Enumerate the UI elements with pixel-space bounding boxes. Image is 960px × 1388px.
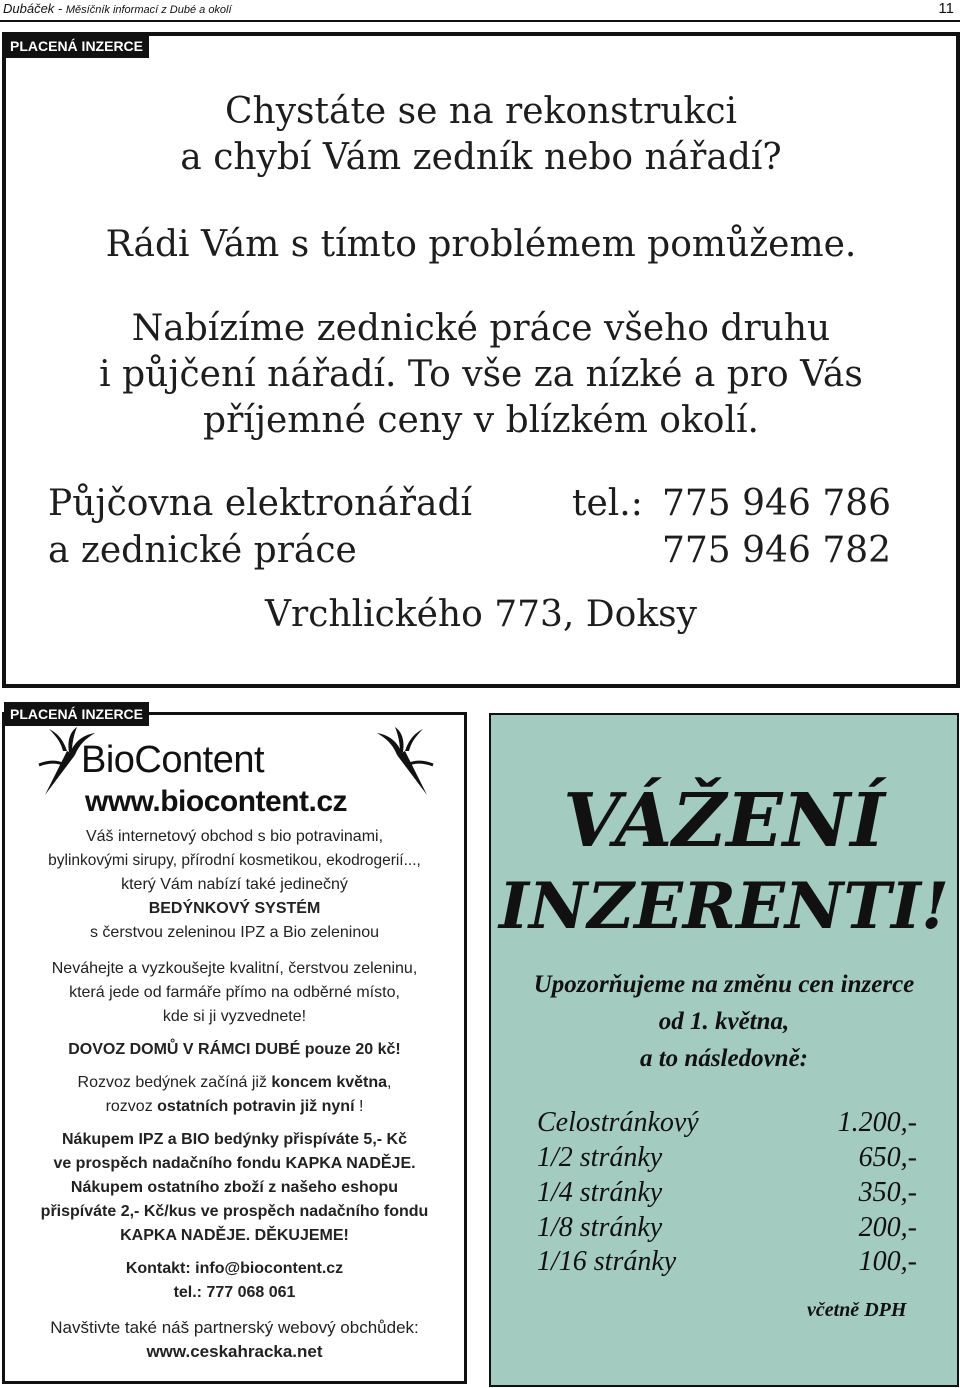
bio-line-1: Váš internetový obchod s bio potravinami, — [85, 828, 384, 845]
ad1-body-2: i půjčení nářadí. To vše za nízké a pro Vás — [99, 354, 863, 395]
price-row — [537, 1212, 917, 1246]
bio-delivery: DOVOZ DOMŮ V RÁMCI DUBÉ pouze 20 kč! — [68, 1041, 401, 1058]
bio-line-3: který Vám nabízí také jedinečný — [121, 876, 348, 893]
advertisers-notice — [489, 713, 959, 1387]
bio-line-5: s čerstvou zeleninou IPZ a Bio zeleninou — [89, 924, 380, 941]
phone-2: 775 946 782 — [662, 530, 892, 571]
bio-line-2: bylinkovými sirupy, přírodní kosmetikou, ekodrogerií..., — [48, 852, 421, 869]
notice-text-3: a to následovně: — [639, 1045, 809, 1072]
header-rule — [0, 20, 960, 22]
bio-partner-text: Navštivte také náš partnerský webový obchůdek: — [50, 1318, 419, 1337]
tel-label: tel.: — [572, 483, 643, 524]
notice-text-2: od 1. května, — [658, 1008, 790, 1035]
price-value: 650,- — [858, 1142, 917, 1173]
bio-contact-email: Kontakt: info@biocontent.cz — [125, 1260, 344, 1277]
price-value: 350,- — [858, 1177, 917, 1208]
brand-content: Content — [134, 739, 265, 781]
paid-ad-tag: PLACENÁ INZERCE — [4, 34, 149, 58]
bio-line-7: která jede od farmáře přímo na odběrné místo, — [69, 984, 400, 1001]
page-number: 11 — [938, 0, 954, 17]
notice-text-1: Upozorňujeme na změnu cen inzerce — [533, 971, 915, 998]
ad1-headline-2: a chybí Vám zedník nebo nářadí? — [180, 137, 782, 178]
brand-name — [81, 739, 264, 782]
price-label: 1/8 stránky — [537, 1212, 663, 1243]
ad1-body-1: Nabízíme zednické práce všeho druhu — [131, 308, 831, 349]
price-row — [537, 1177, 917, 1211]
price-row — [537, 1107, 917, 1141]
phone-1: 775 946 786 — [662, 483, 892, 524]
price-value: 100,- — [858, 1246, 917, 1277]
price-value: 1.200,- — [837, 1107, 917, 1138]
ad1-address: Vrchlického 773, Doksy — [265, 594, 697, 635]
bio-line-10 — [5, 1098, 464, 1116]
bio-charity-4: přispíváte 2,- Kč/kus ve prospěch nadačního fondu — [40, 1203, 429, 1220]
brand-url[interactable]: www.biocontent.cz — [85, 785, 348, 818]
price-value: 200,- — [858, 1212, 917, 1243]
price-label: 1/4 stránky — [537, 1177, 663, 1208]
bio-line-9a: Rozvoz bedýnek začíná již — [77, 1074, 272, 1091]
biocontent-ad — [2, 706, 467, 1384]
carrot-right-icon — [367, 725, 437, 805]
bio-partner-url[interactable]: www.ceskahracka.net — [146, 1342, 323, 1361]
ad1-body-3: příjemné ceny v blízkém okolí. — [203, 400, 759, 441]
publication-subtitle: Měsíčník informací z Dubé a okolí — [65, 4, 232, 16]
price-label: Celostránkový — [537, 1107, 699, 1138]
brand-bio: Bio — [81, 739, 135, 781]
ad1-headline-1: Chystáte se na rekonstrukci — [224, 91, 737, 132]
bio-line-8: kde si ji vyzvednete! — [162, 1008, 307, 1025]
bio-line-9 — [5, 1074, 464, 1092]
bio-line-4: BEDÝNKOVÝ SYSTÉM — [148, 900, 321, 917]
publication-title — [3, 1, 232, 16]
bio-contact-phone: tel.: 777 068 061 — [173, 1284, 296, 1301]
bio-charity-3: Nákupem ostatního zboží z našeho eshopu — [70, 1179, 399, 1196]
company-name-2: a zednické práce — [48, 530, 357, 571]
title-separator: - — [54, 1, 66, 16]
ad1-headline-3: Rádi Vám s tímto problémem pomůžeme. — [105, 224, 857, 265]
notice-heading-1: VÁŽENÍ — [563, 778, 885, 864]
bio-line-10a: rozvoz — [105, 1098, 158, 1115]
price-label: 1/2 stránky — [537, 1142, 663, 1173]
bio-line-6: Neváhejte a vyzkoušejte kvalitní, čerstvou zeleninu, — [51, 960, 418, 977]
publication-name: Dubáček — [3, 1, 55, 16]
notice-heading-2: INZERENTI! — [498, 869, 950, 944]
bio-line-10c: ! — [354, 1098, 364, 1115]
bio-charity-2: ve prospěch nadačního fondu KAPKA NADĚJE. — [53, 1155, 416, 1172]
bio-line-9b: koncem května — [271, 1074, 388, 1091]
company-name-1: Půjčovna elektronářadí — [48, 483, 473, 524]
price-row — [537, 1246, 917, 1280]
bio-charity-1: Nákupem IPZ a BIO bedýnky přispíváte 5,- Kč — [62, 1131, 407, 1148]
price-row — [537, 1142, 917, 1176]
paid-ad-tag: PLACENÁ INZERCE — [4, 702, 149, 726]
bio-charity-5: KAPKA NADĚJE. DĚKUJEME! — [120, 1227, 349, 1244]
bio-line-10b: ostatních potravin již nyní — [157, 1098, 355, 1115]
vat-note: včetně DPH — [807, 1299, 907, 1321]
construction-ad — [2, 32, 960, 688]
page-header — [0, 0, 960, 22]
bio-line-9c: , — [387, 1074, 392, 1091]
price-label: 1/16 stránky — [537, 1246, 677, 1277]
